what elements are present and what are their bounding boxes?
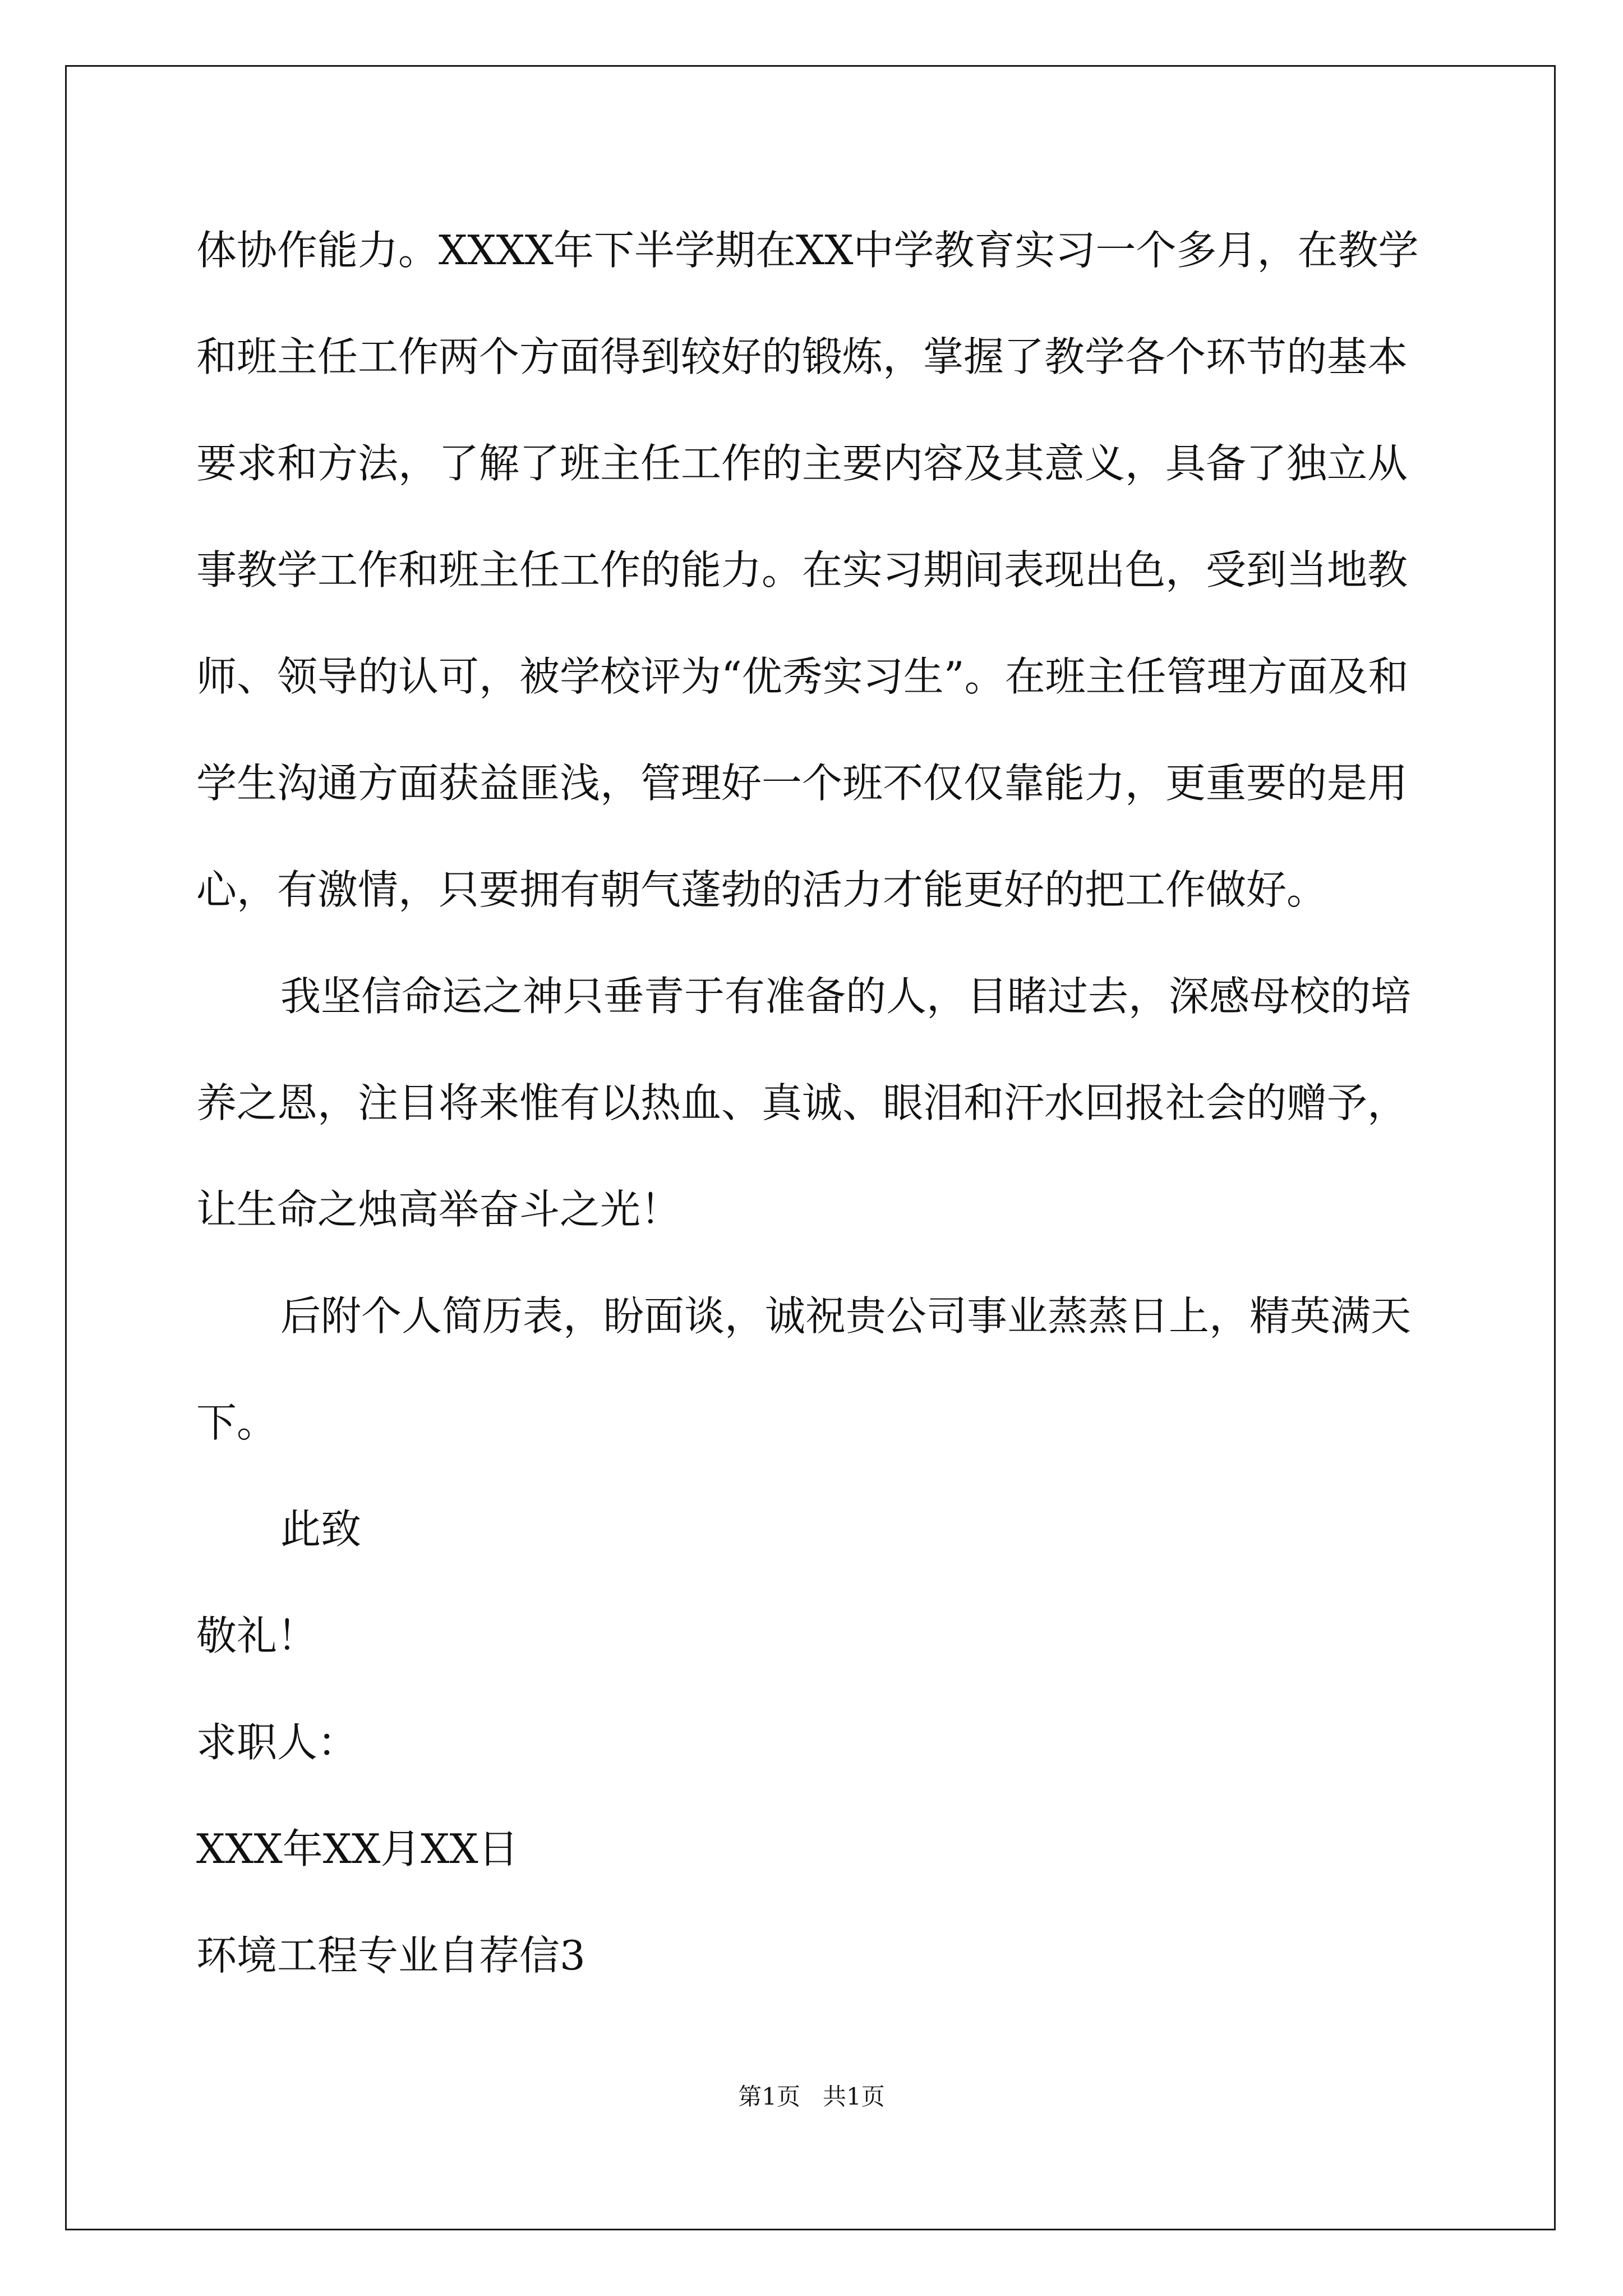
body-line-3: 要求和方法，了解了班主任工作的主要内容及其意义，具备了独立从 xyxy=(196,440,1408,487)
salutation: 敬礼！ xyxy=(196,1612,318,1659)
body-line-2: 和班主任工作两个方面得到较好的锻炼，掌握了教学各个环节的基本 xyxy=(196,333,1408,380)
paragraph-2-line-2: 养之恩，注目将来惟有以热血、真诚、眼泪和汗水回报社会的赠予， xyxy=(196,1079,1408,1126)
date-line: XXX年XX月XX日 xyxy=(196,1825,519,1872)
applicant-label: 求职人： xyxy=(196,1719,358,1766)
page-border xyxy=(65,65,1556,2230)
paragraph-2-line-1: 我坚信命运之神只垂青于有准备的人，目睹过去，深感母校的培 xyxy=(280,973,1412,1020)
body-line-7: 心，有激情，只要拥有朝气蓬勃的活力才能更好的把工作做好。 xyxy=(196,866,1327,913)
paragraph-3-line-2: 下。 xyxy=(196,1399,278,1446)
paragraph-3-line-1: 后附个人简历表，盼面谈，诚祝贵公司事业蒸蒸日上，精英满天 xyxy=(280,1292,1412,1340)
body-line-6: 学生沟通方面获益匪浅，管理好一个班不仅仅靠能力，更重要的是用 xyxy=(196,760,1408,807)
next-letter-title: 环境工程专业自荐信3 xyxy=(196,1932,585,1979)
closing-phrase: 此致 xyxy=(280,1506,362,1553)
body-line-4: 事教学工作和班主任工作的能力。在实习期间表现出色，受到当地教 xyxy=(196,546,1408,593)
paragraph-2-line-3: 让生命之烛高举奋斗之光！ xyxy=(196,1186,681,1233)
page-number-footer: 第1页 共1页 xyxy=(738,2083,885,2110)
body-line-1: 体协作能力。XXXX年下半学期在XX中学教育实习一个多月，在教学 xyxy=(196,227,1419,274)
body-line-5: 师、领导的认可，被学校评为“优秀实习生”。在班主任管理方面及和 xyxy=(196,653,1409,700)
